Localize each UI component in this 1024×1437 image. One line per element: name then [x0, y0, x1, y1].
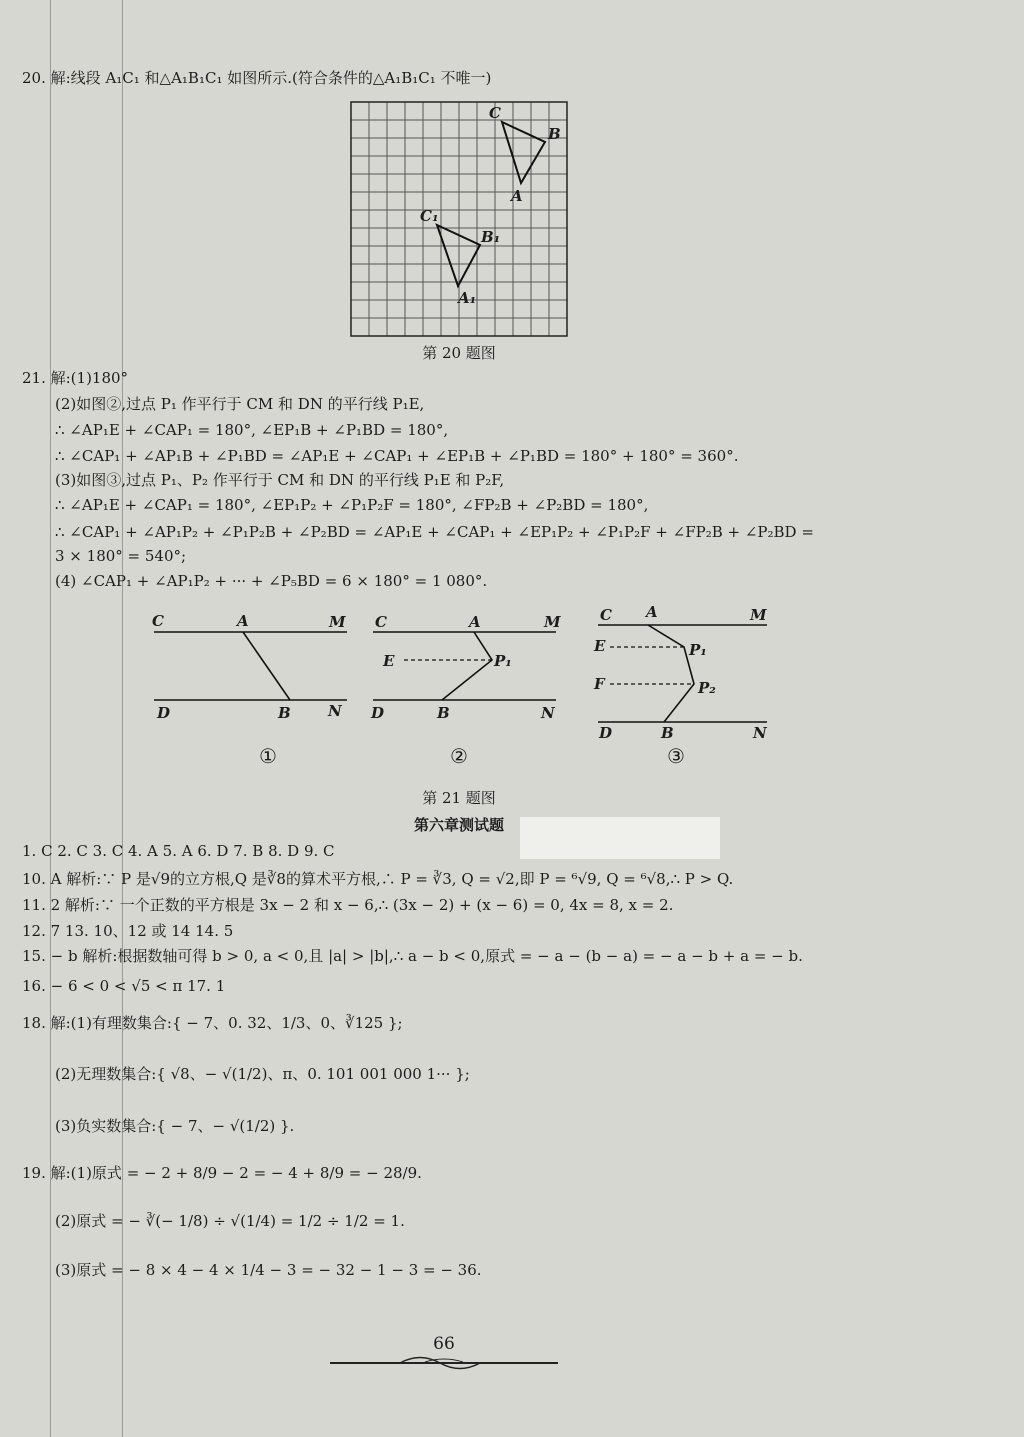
- label-c1: C₁: [420, 207, 439, 225]
- q20-text: 20. 解:线段 A₁C₁ 和△A₁B₁C₁ 如图所示.(符合条件的△A₁B₁C₁ 不唯一): [22, 69, 492, 87]
- redaction-block: [520, 817, 720, 859]
- fig3-label-e: E: [594, 637, 606, 655]
- footer-ornament: [330, 1358, 558, 1369]
- fig3-number: ③: [667, 744, 685, 768]
- fig3-label-p2: P₂: [698, 679, 716, 697]
- fig2-label-n: N: [541, 704, 555, 722]
- fig3-label-b: B: [661, 724, 674, 742]
- page-number: 66: [433, 1334, 455, 1354]
- fig1-label-m: M: [329, 613, 346, 631]
- answer-line-12: 12. 7 13. 10、12 或 14 14. 5: [22, 922, 234, 940]
- fig2-label-b: B: [437, 704, 450, 722]
- answer-line-19-1: 19. 解:(1)原式 = − 2 + 8/9 − 2 = − 4 + 8/9 = − 28/9.: [22, 1164, 422, 1182]
- fig1-label-n: N: [328, 702, 342, 720]
- fig2-label-a: A: [469, 613, 481, 631]
- fig2-label-m: M: [544, 613, 561, 631]
- fig2-number: ②: [450, 744, 468, 768]
- fig2-label-d: D: [371, 704, 385, 722]
- fig2-label-c: C: [375, 613, 387, 631]
- fig1-label-a: A: [237, 612, 249, 630]
- answer-line-18-1: 18. 解:(1)有理数集合:{ − 7、0. 32、1/3、0、∛125 };: [22, 1014, 403, 1032]
- label-c: C: [489, 104, 501, 122]
- answer-line-19-3: (3)原式 = − 8 × 4 − 4 × 1/4 − 3 = − 32 − 1 − 3 = − 36.: [55, 1261, 482, 1279]
- fig3-label-p1: P₁: [689, 641, 707, 659]
- fig2-label-e: E: [383, 652, 395, 670]
- fig1-label-d: D: [157, 704, 171, 722]
- fig3-label-n: N: [753, 724, 767, 742]
- fig1-label-c: C: [152, 612, 164, 630]
- chapter-title: 第六章测试题: [413, 816, 504, 834]
- fig1-number: ①: [259, 744, 277, 768]
- answer-line-15: 15. − b 解析:根据数轴可得 b > 0, a < 0,且 |a| > |b|,∴ a − b < 0,原式 = − a − (b − a) = − a − b + a = − b.: [22, 947, 803, 965]
- fig2-label-p1: P₁: [494, 652, 512, 670]
- q21-figure-3: [598, 625, 767, 722]
- fig3-label-f: F: [594, 675, 605, 693]
- label-b: B: [548, 125, 561, 143]
- answer-line-1: 1. C 2. C 3. C 4. A 5. A 6. D 7. B 8. D 9. C: [22, 842, 335, 860]
- answer-line-10: 10. A 解析:∵ P 是√9的立方根,Q 是∛8的算术平方根,∴ P = ∛3, Q = √2,即 P = ⁶√9, Q = ⁶√8,∴ P > Q.: [22, 870, 734, 888]
- label-b1: B₁: [481, 228, 501, 246]
- fig3-label-c: C: [600, 606, 612, 624]
- fig1-label-b: B: [278, 704, 291, 722]
- q20-caption: 第 20 题图: [422, 344, 496, 362]
- q21-figure-1: [154, 632, 347, 700]
- q21-line-7: ∴ ∠CAP₁ + ∠AP₁P₂ + ∠P₁P₂B + ∠P₂BD = ∠AP₁E + ∠CAP₁ + ∠EP₁P₂ + ∠P₁P₂F + ∠FP₂B + ∠P₂BD =: [55, 523, 814, 541]
- q21-line-9: (4) ∠CAP₁ + ∠AP₁P₂ + ··· + ∠P₅BD = 6 × 180° = 1 080°.: [55, 572, 488, 590]
- q21-line-3: ∴ ∠AP₁E + ∠CAP₁ = 180°, ∠EP₁B + ∠P₁BD = 180°,: [55, 421, 449, 439]
- answer-line-11: 11. 2 解析:∵ 一个正数的平方根是 3x − 2 和 x − 6,∴ (3x − 2) + (x − 6) = 0, 4x = 8, x = 2.: [22, 896, 674, 914]
- fig3-label-a: A: [646, 603, 658, 621]
- q21-line-6: ∴ ∠AP₁E + ∠CAP₁ = 180°, ∠EP₁P₂ + ∠P₁P₂F = 180°, ∠FP₂B + ∠P₂BD = 180°,: [55, 496, 649, 514]
- q21-line-2: (2)如图②,过点 P₁ 作平行于 CM 和 DN 的平行线 P₁E,: [55, 395, 425, 413]
- q21-figure-2: [373, 632, 556, 700]
- answer-line-16: 16. − 6 < 0 < √5 < π 17. 1: [22, 977, 226, 995]
- q21-line-1: 21. 解:(1)180°: [22, 369, 129, 387]
- q21-line-5: (3)如图③,过点 P₁、P₂ 作平行于 CM 和 DN 的平行线 P₁E 和 P₂F,: [55, 471, 505, 489]
- answer-line-18-3: (3)负实数集合:{ − 7、− √(1/2) }.: [55, 1117, 295, 1135]
- label-a1: A₁: [458, 289, 477, 307]
- q21-line-8: 3 × 180° = 540°;: [55, 547, 187, 565]
- answer-line-18-2: (2)无理数集合:{ √8、− √(1/2)、π、0. 101 001 000 1··· };: [55, 1065, 470, 1083]
- answer-line-19-2: (2)原式 = − ∛(− 1/8) ÷ √(1/4) = 1/2 ÷ 1/2 = 1.: [55, 1212, 405, 1230]
- fig3-label-m: M: [750, 606, 767, 624]
- label-a: A: [511, 187, 523, 205]
- fig3-label-d: D: [599, 724, 613, 742]
- q21-line-4: ∴ ∠CAP₁ + ∠AP₁B + ∠P₁BD = ∠AP₁E + ∠CAP₁ + ∠EP₁B + ∠P₁BD = 180° + 180° = 360°.: [55, 447, 739, 465]
- q21-caption: 第 21 题图: [422, 789, 496, 807]
